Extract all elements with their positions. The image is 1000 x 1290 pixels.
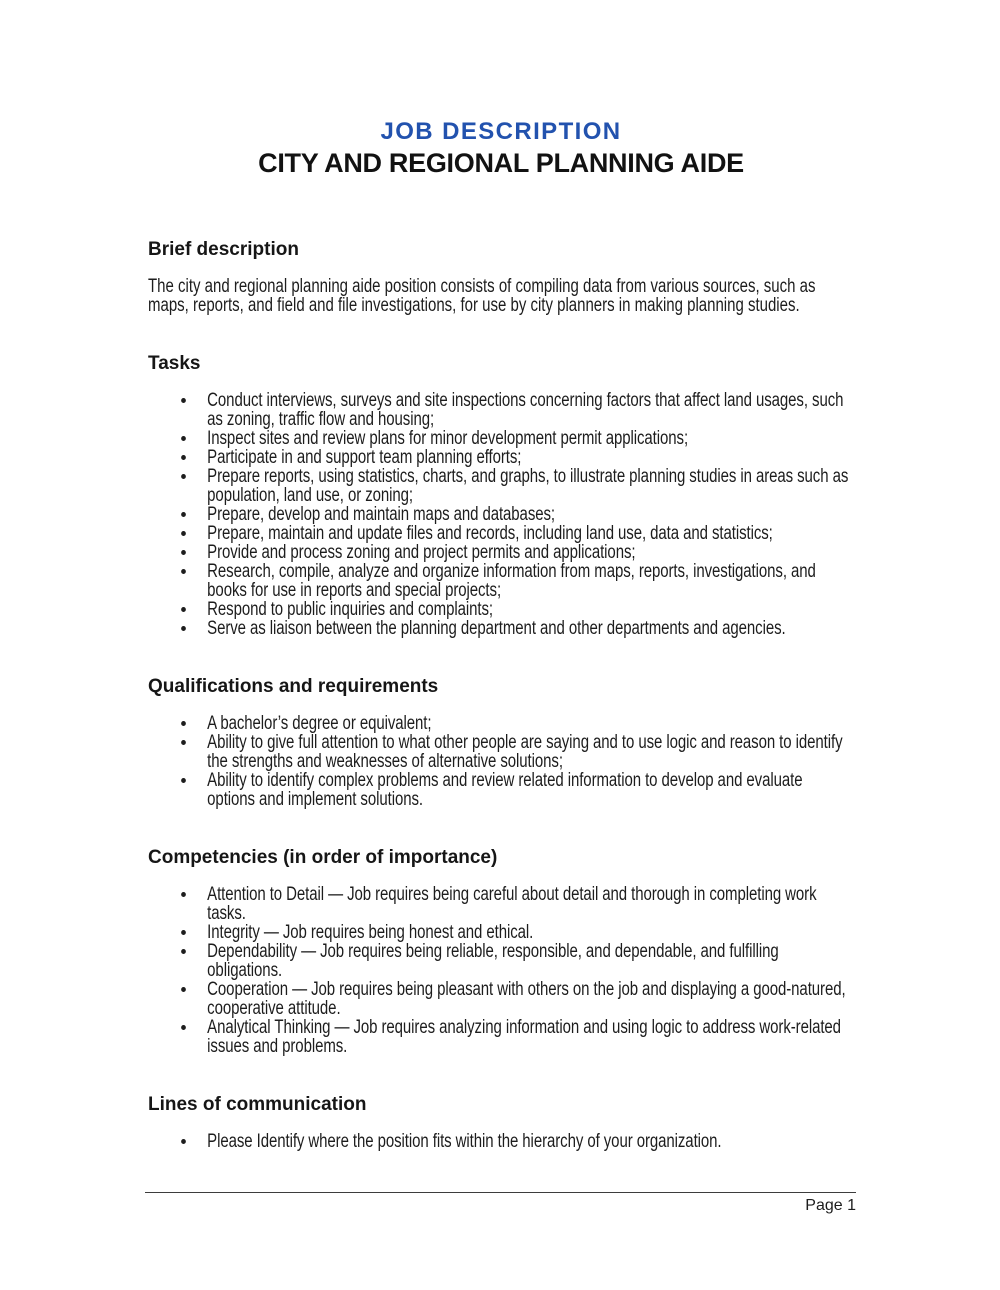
bullet-text: Inspect sites and review plans for minor development permit applications; xyxy=(207,428,689,449)
section-bullet-list xyxy=(148,714,853,809)
bullet-item xyxy=(148,1132,853,1151)
section-heading: Tasks xyxy=(148,353,201,374)
bullet-icon xyxy=(181,436,186,441)
bullet-item xyxy=(148,714,853,733)
bullet-icon xyxy=(181,607,186,612)
document-body xyxy=(148,240,853,1190)
section-heading: Qualifications and requirements xyxy=(148,676,439,697)
bullet-item xyxy=(148,505,853,524)
bullet-item xyxy=(148,1018,853,1056)
bullet-icon xyxy=(181,949,186,954)
bullet-text: Please Identify where the position fits within the hierarchy of your organization. xyxy=(207,1131,722,1152)
section-bullet-list xyxy=(148,1132,853,1151)
document-title-line2: CITY AND REGIONAL PLANNING AIDE xyxy=(258,148,744,178)
bullet-icon xyxy=(181,455,186,460)
bullet-icon xyxy=(181,740,186,745)
bullet-icon xyxy=(181,930,186,935)
bullet-icon xyxy=(181,1025,186,1030)
bullet-item xyxy=(148,467,853,505)
bullet-text: Ability to identify complex problems and review related information to develop and evaluate options and implement solutions. xyxy=(207,770,803,810)
bullet-icon xyxy=(181,1139,186,1144)
document-section xyxy=(148,240,853,315)
bullet-item xyxy=(148,885,853,923)
bullet-icon xyxy=(181,987,186,992)
bullet-icon xyxy=(181,892,186,897)
bullet-item xyxy=(148,733,853,771)
bullet-icon xyxy=(181,531,186,536)
section-heading: Lines of communication xyxy=(148,1094,367,1115)
bullet-icon xyxy=(181,626,186,631)
bullet-item xyxy=(148,619,853,638)
bullet-item xyxy=(148,923,853,942)
bullet-icon xyxy=(181,474,186,479)
bullet-icon xyxy=(181,398,186,403)
bullet-text: Prepare reports, using statistics, charts, and graphs, to illustrate planning studies in areas such as population, land use, or zoning; xyxy=(207,466,849,506)
bullet-icon xyxy=(181,721,186,726)
bullet-item xyxy=(148,562,853,600)
bullet-item xyxy=(148,448,853,467)
bullet-text: Integrity — Job requires being honest and ethical. xyxy=(207,922,534,943)
section-bullet-list xyxy=(148,885,853,1056)
bullet-icon xyxy=(181,569,186,574)
bullet-text: Prepare, develop and maintain maps and databases; xyxy=(207,504,556,525)
document-section xyxy=(148,354,853,638)
bullet-icon xyxy=(181,550,186,555)
section-heading: Brief description xyxy=(148,239,299,260)
document-title-line1: JOB DESCRIPTION xyxy=(380,118,622,145)
document-section xyxy=(148,677,853,809)
section-bullet-list xyxy=(148,391,853,638)
section-heading: Competencies (in order of importance) xyxy=(148,847,498,868)
bullet-text: Attention to Detail — Job requires being careful about detail and thorough in completing work tasks. xyxy=(207,884,817,924)
bullet-item xyxy=(148,771,853,809)
bullet-icon xyxy=(181,512,186,517)
bullet-item xyxy=(148,543,853,562)
document-header xyxy=(148,116,854,180)
bullet-item xyxy=(148,942,853,980)
bullet-text: Cooperation — Job requires being pleasant with others on the job and displaying a good-natured, cooperative attitude. xyxy=(207,979,846,1019)
bullet-text: A bachelor’s degree or equivalent; xyxy=(207,713,432,734)
bullet-item xyxy=(148,429,853,448)
section-paragraph: The city and regional planning aide position consists of compiling data from various sources, such as maps, reports, and field and file investigations, for use by city planners in making planning studies. xyxy=(148,276,816,316)
page-number: Page 1 xyxy=(805,1197,856,1214)
bullet-text: Participate in and support team planning efforts; xyxy=(207,447,522,468)
bullet-text: Provide and process zoning and project permits and applications; xyxy=(207,542,636,563)
bullet-item xyxy=(148,524,853,543)
bullet-item xyxy=(148,600,853,619)
document-section xyxy=(148,848,853,1056)
bullet-text: Respond to public inquiries and complaints; xyxy=(207,599,493,620)
document-section xyxy=(148,1095,853,1151)
bullet-icon xyxy=(181,778,186,783)
bullet-text: Dependability — Job requires being reliable, responsible, and dependable, and fulfilling obligations. xyxy=(207,941,779,981)
bullet-text: Research, compile, analyze and organize information from maps, reports, investigations, and books for use in reports and special projects; xyxy=(207,561,816,601)
bullet-text: Ability to give full attention to what other people are saying and to use logic and reason to identify the strengths and weaknesses of alternative solutions; xyxy=(207,732,843,772)
bullet-text: Prepare, maintain and update files and records, including land use, data and statistics; xyxy=(207,523,773,544)
page-footer xyxy=(145,1192,856,1215)
bullet-text: Serve as liaison between the planning department and other departments and agencies. xyxy=(207,618,786,639)
bullet-text: Conduct interviews, surveys and site inspections concerning factors that affect land usages, such as zoning, traffic flow and housing; xyxy=(207,390,844,430)
bullet-text: Analytical Thinking — Job requires analyzing information and using logic to address work-related issues and problems. xyxy=(207,1017,841,1057)
bullet-item xyxy=(148,391,853,429)
bullet-item xyxy=(148,980,853,1018)
